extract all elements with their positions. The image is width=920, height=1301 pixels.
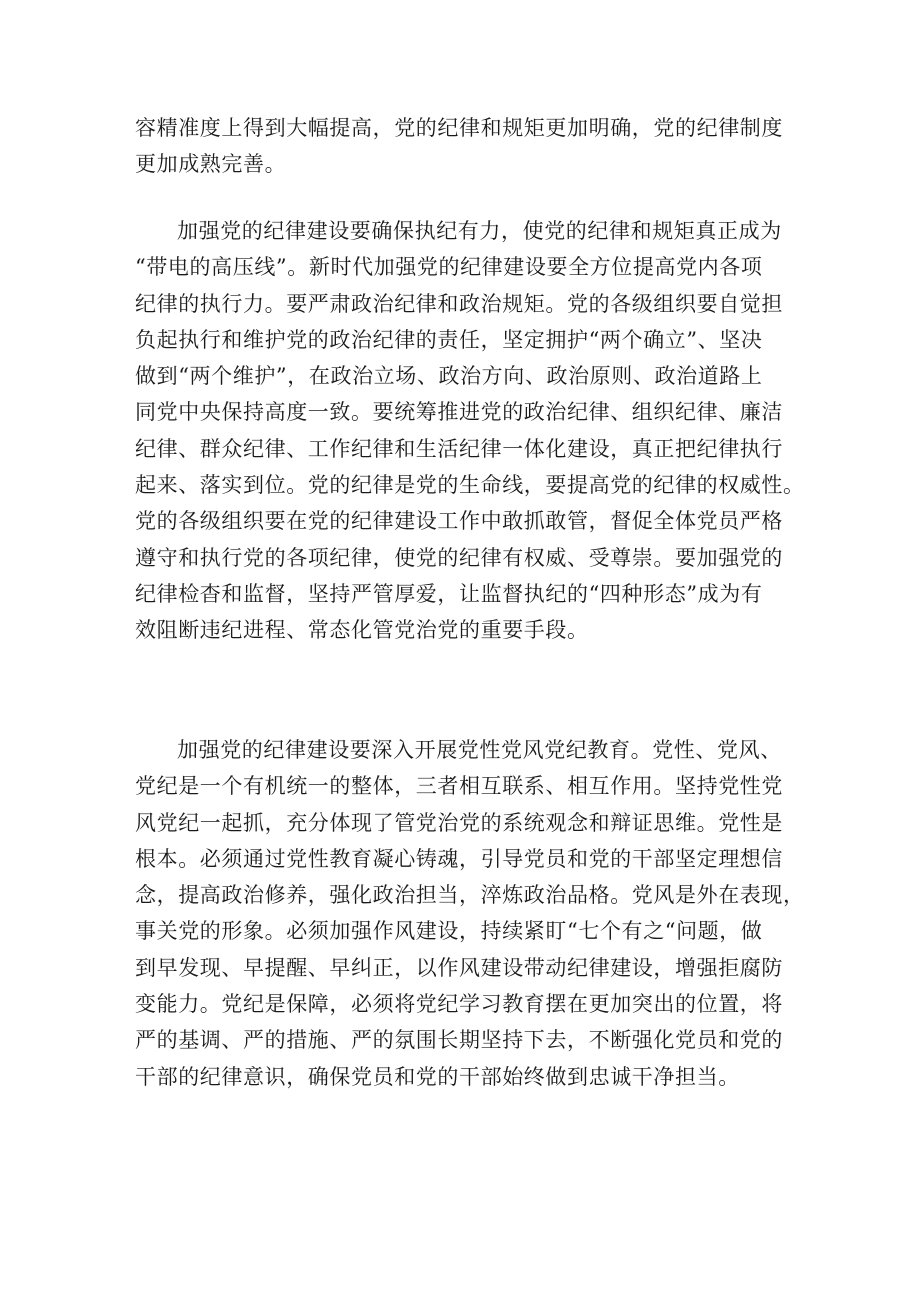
text-line: 更加成熟完善。 (135, 152, 287, 177)
text-line: 党的各级组织要在党的纪律建设工作中敢抓敢管，督促全体党员严格 (135, 509, 783, 534)
text-line: 变能力。党纪是保障，必须将党纪学习教育摆在更加突出的位置，将 (135, 992, 783, 1017)
text-line: 效阻断违纪进程、常态化管党治党的重要手段。 (135, 618, 589, 643)
text-line: 纪律检杳和监督，坚持严管厚爱，让监督执纪的“四种形态”成为有 (135, 581, 763, 606)
text-line: 到早发现、早提醒、早纠正，以作风建设带动纪律建设，增强拒腐防 (135, 955, 783, 980)
paragraph-3 (135, 732, 805, 1095)
text-line: 严的基调、严的措施、严的氛围长期坚持下去，不断强化党员和党的 (135, 1028, 783, 1053)
text-line: 事关党的形象。必须加强作风建设，持续紧盯“七个有之“问题，做 (135, 919, 763, 944)
text-line: 纪律、群众纪律、工作纪律和生活纪律一体化建设，真正把纪律执行 (135, 436, 783, 461)
paragraph-2 (135, 213, 805, 649)
text-line: “带电的高压线”。新时代加强党的纪律建设要全方位提高党内各项 (135, 255, 763, 280)
text-line: 根本。必须通过党性教育凝心铸魂，引导党员和党的干部坚定理想信 (135, 846, 783, 871)
text-line: 干部的纪律意识，确保党员和党的干部始终做到忠诚干净担当。 (135, 1064, 740, 1089)
paragraph-1 (135, 110, 795, 183)
text-line: 念，提高政治修养，强化政治担当，淬炼政治品格。党风是外在表现， (135, 883, 805, 908)
text-line: 风党纪一起抓，充分体现了管党治党的系统观念和辩证思维。党性是 (135, 810, 783, 835)
text-line: 做到“两个维护”，在政治立场、政治方向、政治原则、政治道路上 (135, 364, 763, 389)
text-line: 纪律的执行力。要严肃政治纪律和政治规矩。党的各级组织要自觉担 (135, 291, 783, 316)
text-line: 加强党的纪律建设要深入开展党性党风党纪教育。党性、党风、 (177, 738, 782, 762)
text-line: 起来、落实到位。党的纪律是党的生命线，要提高党的纪律的权威性。 (135, 473, 805, 498)
text-line: 容精准度上得到大幅提高，党的纪律和规矩更加明确，党的纪律制度 (135, 116, 783, 140)
text-line: 同党中央保持高度一致。要统筹推进党的政治纪律、组织纪律、廉洁 (135, 400, 783, 425)
text-line: 党纪是一个有机统一的整体，三者相互联系、相互作用。坚持党性党 (135, 774, 783, 799)
text-line: 遵守和执行党的各项纪律，使党的纪律有权威、受尊崇。要加强党的 (135, 545, 783, 570)
text-line: 加强党的纪律建设要确保执纪有力，使党的纪律和规矩真正成为 (177, 219, 782, 243)
text-line: 负起执行和维护党的政治纪律的责任，坚定拥护“两个确立”、坚决 (135, 327, 763, 352)
